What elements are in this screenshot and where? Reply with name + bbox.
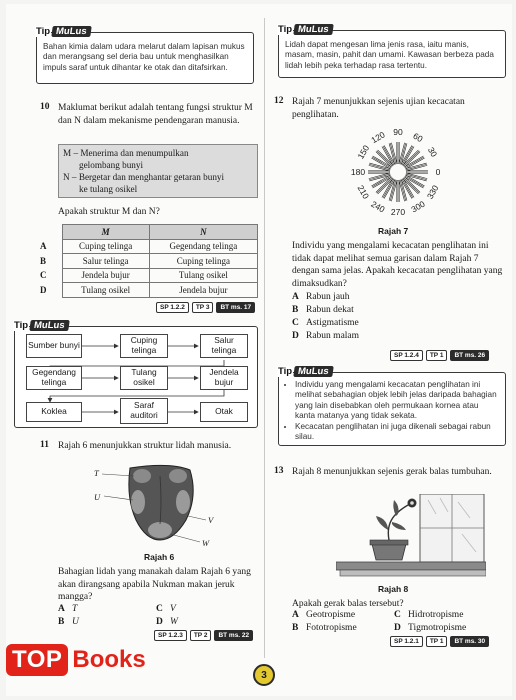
option-b[interactable]: B Rabun dekat [292,305,354,315]
tip-text: Bahan kimia dalam udara melarut dalam lapisan mukus dan merangsang sel deria bau untuk menghasilkan impuls saraf untuk dihantar ke otak dan ditafsirkan. [43,42,245,72]
dial-spoke [403,150,420,167]
tip-list: • Individu yang mengalami kecacatan penglihatan ini melihat sebahagian objek lebih jelas daripada bahagian yang lain disebabkan oleh permukaan kornea atau kanta matanya yang tidak sekata. • Kecacatan penglihatan ini juga dikenali sebagai rabun silau. [279,373,505,442]
dial-label: 30 [425,145,440,159]
tip-text: Lidah dapat mengesan lima jenis rasa, iaitu manis, masam, masin, pahit dan umami. Kawasan berbeza pada lidah lebih peka terhadap rasa tertentu. [285,40,494,70]
question-prompt: Bahagian lidah yang manakah dalam Rajah 6 yang akan dirangsang apabila Nukman makan jeruk mangga? [58,567,251,602]
tip-badge: Tip MuLus [35,24,91,38]
tip-box-astigmatism [278,365,506,446]
option-a[interactable]: A T [58,604,78,614]
option-d[interactable]: D Tigmotropisme [394,623,467,633]
question-prompt: Apakah struktur M dan N? [58,207,160,217]
dial-label: 300 [409,198,427,215]
dial-label: 330 [424,183,441,201]
figure-caption: Rajah 6 [144,552,175,562]
tip-badge: Tip MuLus [13,318,69,332]
reference-tags: SP 1.2.2 TP 3 BT ms. 17 [156,302,255,313]
tip-badge: Tip MuLus [277,364,333,378]
option-c[interactable]: C Astigmatisme [292,318,359,328]
answer-table [40,224,258,298]
dial-spoke [397,142,399,164]
question-text: Maklumat berikut adalah tentang fungsi struktur M dan N dalam mekanisme pendengaran manusia. [58,103,253,126]
tongue-diagram [86,462,216,548]
dial-spoke [376,150,393,167]
dial-label: 60 [411,130,425,145]
flow-box: Salur telinga [200,334,248,358]
dial-label: 180 [350,167,366,177]
option-b[interactable]: B Fototropisme [292,623,357,633]
label-v: V [208,515,214,525]
flow-box: Koklea [26,402,82,422]
flow-box: Sumber bunyi [26,334,82,358]
question-text: Rajah 8 menunjukkan sejenis gerak balas tumbuhan. [292,467,492,477]
flow-box: Tulang osikel [120,366,168,390]
table-row[interactable]: A Cuping telinga Gegendang telinga [40,239,258,254]
dial-label: 90 [393,127,403,137]
dial-spoke [376,177,393,194]
table-row[interactable]: D Tulang osikel Jendela bujur [40,283,258,298]
question-number: 10 [40,102,50,112]
reference-tags: SP 1.2.4 TP 1 BT ms. 26 [390,350,489,361]
reference-tags: SP 1.2.1 TP 1 BT ms. 30 [390,636,489,647]
option-a[interactable]: A Geotropisme [292,610,356,620]
label-u: U [94,492,101,502]
question-number: 13 [274,466,284,476]
table-row[interactable]: B Salur telinga Cuping telinga [40,254,258,269]
option-d[interactable]: D Rabun malam [292,331,360,341]
phototropism-diagram [336,494,486,582]
col-header-n: N [149,225,257,240]
astigmatism-dial [328,122,468,232]
question-prompt: Apakah gerak balas tersebut? [292,599,404,609]
flow-box: Cuping telinga [120,334,168,358]
reference-tags: SP 1.2.3 TP 2 BT ms. 22 [154,630,253,641]
page-number: 3 [253,664,275,686]
dial-spoke [403,177,420,194]
flow-box: Jendela bujur [200,366,248,390]
column-divider [264,18,265,658]
page [6,4,512,696]
dial-spoke [406,171,428,173]
tip-box-taste [278,23,506,78]
flow-box: Otak [200,402,248,422]
question-text: Rajah 6 menunjukkan struktur lidah manusia. [58,441,232,451]
dial-label: 270 [390,207,406,217]
table-row[interactable]: C Jendela bujur Tulang osikel [40,268,258,283]
label-w: W [202,538,210,548]
label-t: T [94,468,99,478]
tip-badge: Tip MuLus [277,22,333,36]
dial-label: 0 [435,167,441,177]
dial-label: 240 [369,198,387,215]
dial-spoke [397,180,399,202]
dial-spoke [368,171,390,173]
question-prompt: Individu yang mengalami kecacatan penglihatan ini tidak dapat melihat semua garisan dalam Rajah 7 dengan sama jelas. Apakah kecacatan penglihatan yang dimaksudkan? [292,241,503,289]
option-a[interactable]: A Rabun jauh [292,292,350,302]
question-text: Rajah 7 menunjukkan sejenis ujian kecacatan penglihatan. [292,97,465,120]
flow-box: Saraf auditori [120,398,168,424]
col-header-m: M [62,225,149,240]
tip-box-smell [36,25,254,84]
question-number: 12 [274,96,284,106]
flow-box: Gegendang telinga [26,366,82,390]
dial-label: 210 [355,183,372,201]
figure-caption: Rajah 7 [378,226,409,236]
question-number: 11 [40,440,49,450]
option-b[interactable]: B U [58,617,79,627]
option-d[interactable]: D W [156,617,178,627]
option-c[interactable]: C V [156,604,176,614]
dial-label: 120 [369,129,387,146]
publisher-logo: TOP Books [6,644,146,676]
option-c[interactable]: C Hidrotropisme [394,610,464,620]
dial-label: 150 [355,143,372,161]
info-box: M – Menerima dan menumpulkan gelombang bunyi N – Bergetar dan menghantar getaran bunyi ke tulang osikel [58,144,258,198]
figure-caption: Rajah 8 [378,584,409,594]
